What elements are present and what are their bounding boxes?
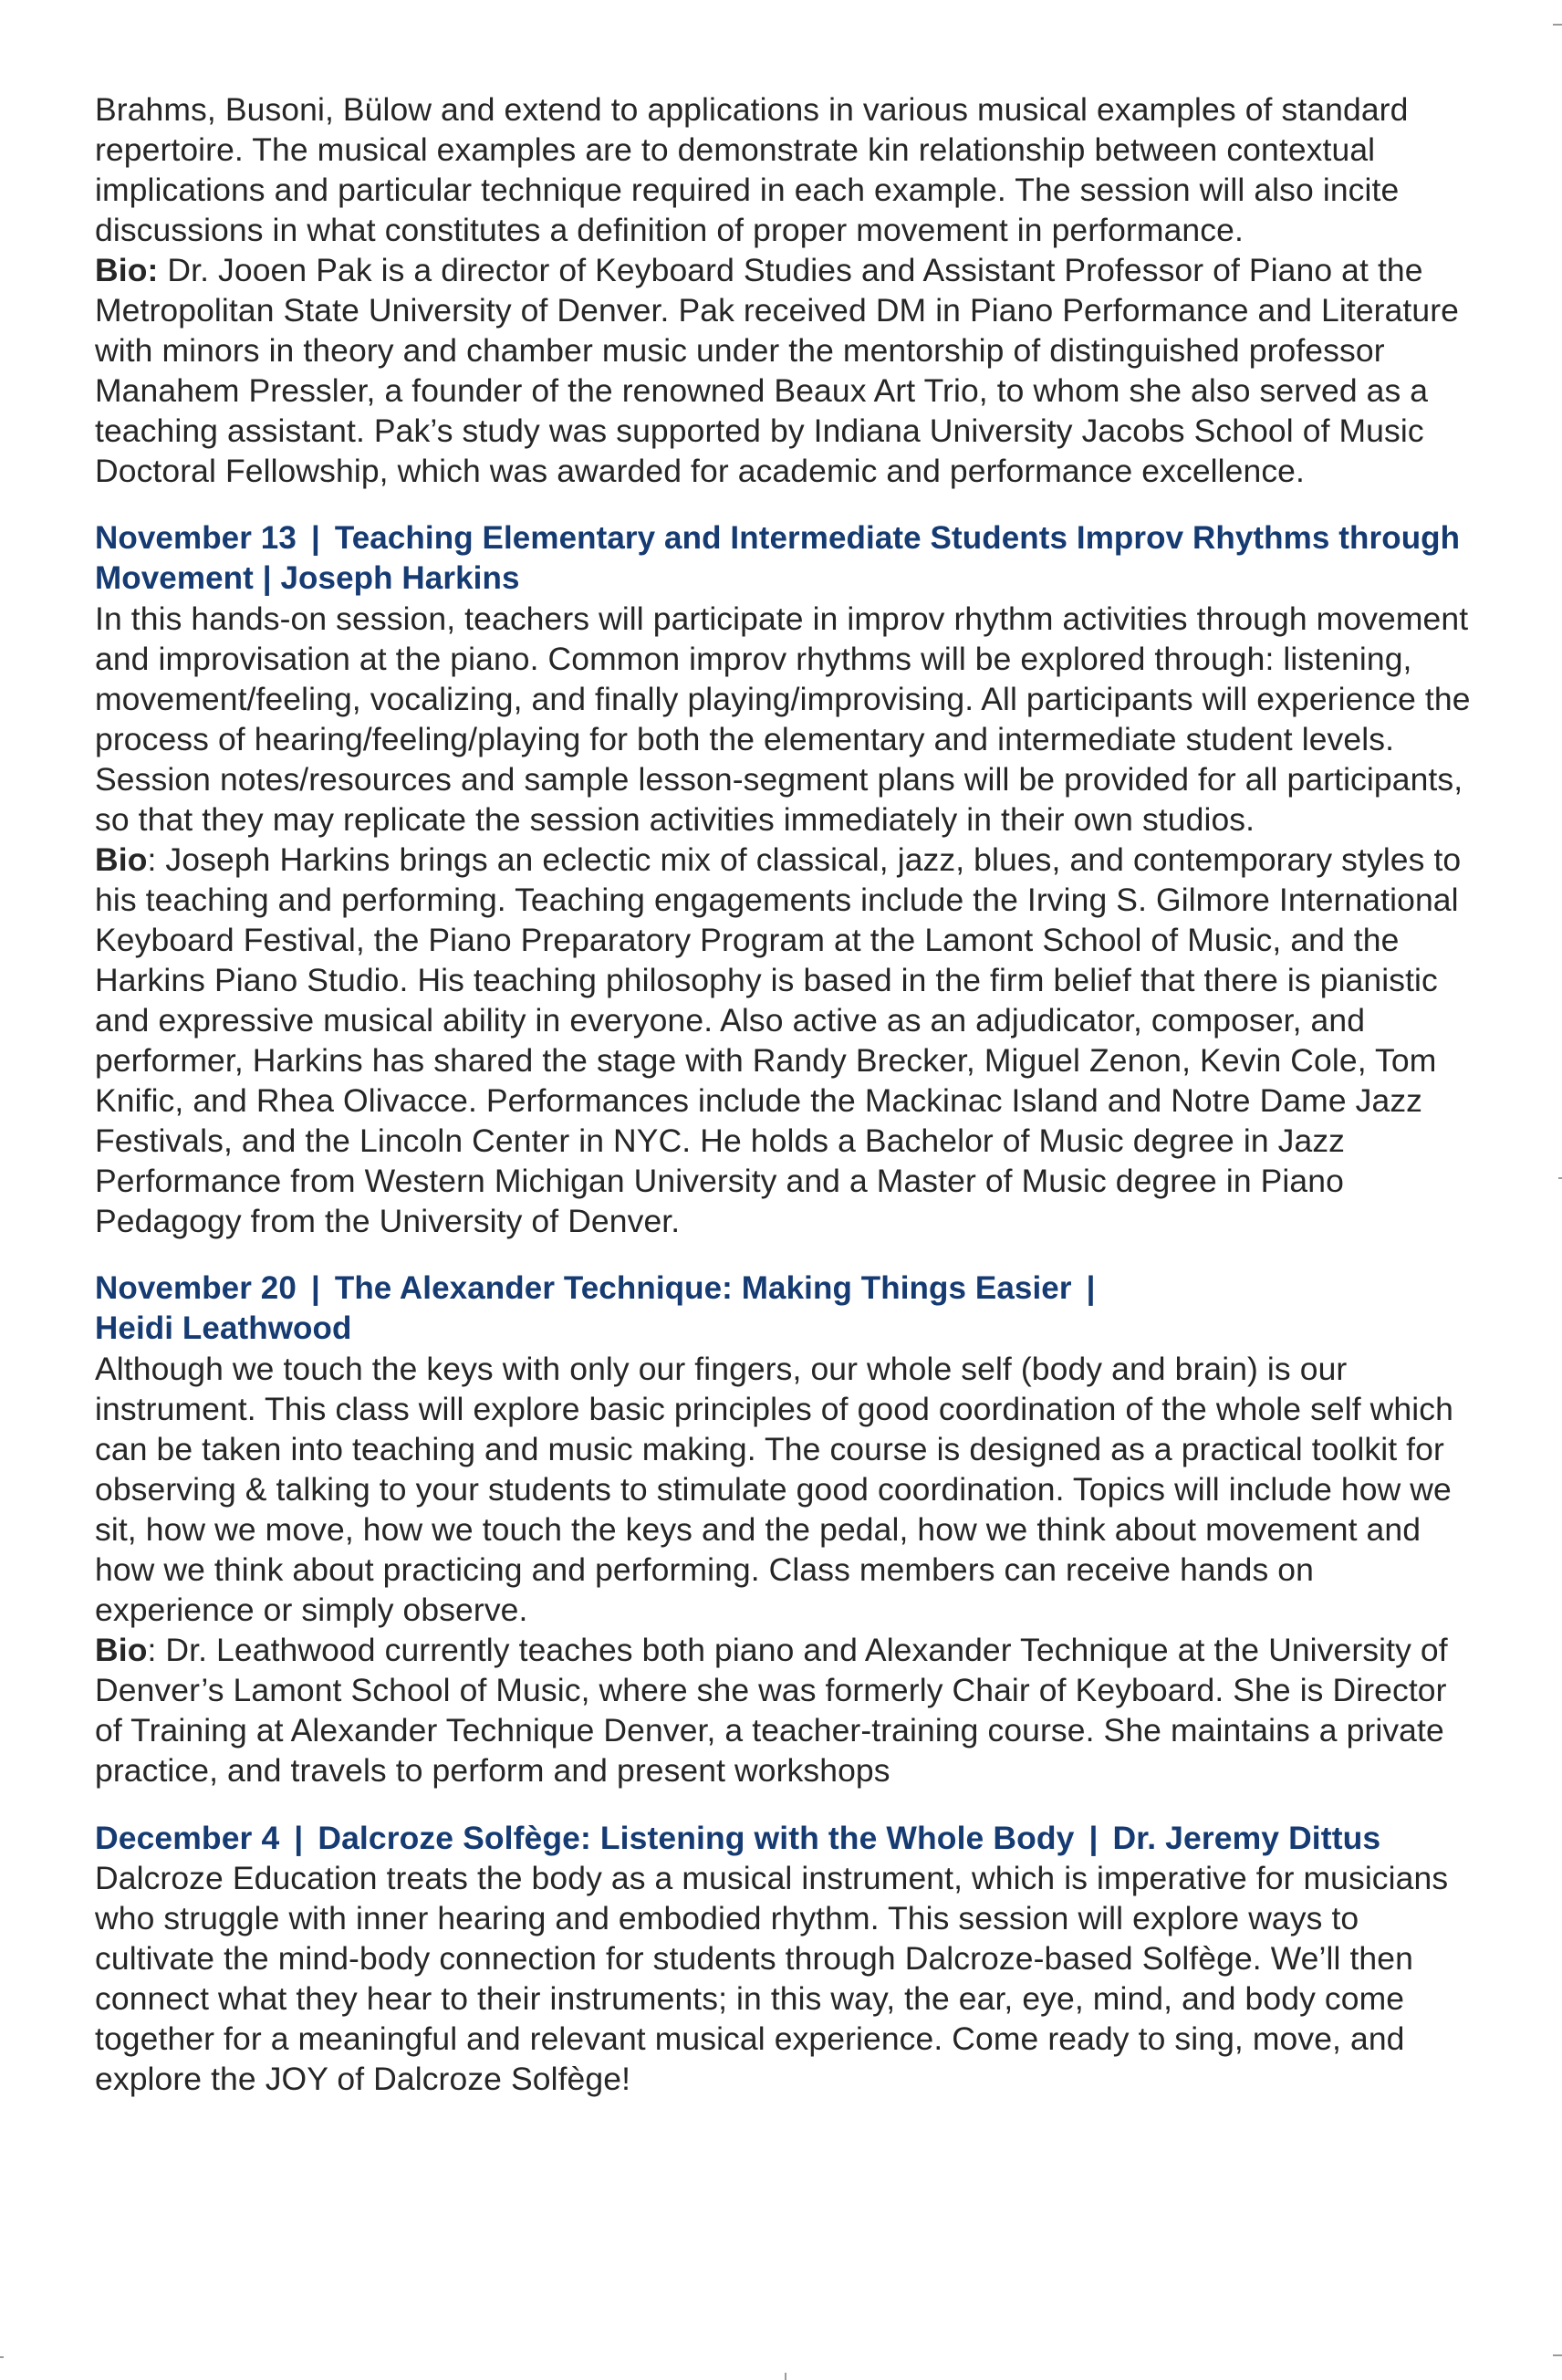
session-bio [95,1630,1482,1790]
session-heading-and-description [95,1818,1482,2099]
session-presenter: Joseph Harkins [280,560,520,596]
session-heading [95,518,1482,599]
session-heading [95,1268,1482,1349]
crop-mark [1558,1177,1562,1179]
bio-label: Bio [95,841,148,878]
session-description: Brahms, Busoni, Bülow and extend to applications in various musical examples of standard repertoire. The musical examples are to demonstrate kin relationship between contextual implications and particular technique required in each example. The session will also incite discussions in what constitutes a definition of proper movement in performance. [95,91,1409,248]
session-title: Teaching Elementary and Intermediate Students Improv Rhythms through Movement [95,520,1461,596]
heading-separator: | [262,560,272,596]
session-date: November 20 [95,1270,297,1306]
page-content [95,89,1482,2099]
heading-separator: | [1088,1820,1099,1856]
crop-mark [785,2373,786,2380]
session-presenter: Dr. Jeremy Dittus [1112,1820,1381,1856]
session-date: November 13 [95,520,297,556]
crop-mark [1553,2354,1562,2356]
session-date: December 4 [95,1820,280,1856]
session-bio [95,250,1482,491]
session-description: Although we touch the keys with only our fingers, our whole self (body and brain) is our instrument. This class will explore basic principles of good coordination of the whole self which can be taken into teaching and music making. The course is designed as a practical toolkit for observing & talking to your students to stimulate good coordination. Topics will include how we sit, how we move, how we touch the keys and the pedal, how we think about movement and how we think about practicing and performing. Class members can receive hands on experience or simply observe. [95,1351,1453,1628]
heading-separator: | [310,520,320,556]
heading-separator: | [294,1820,304,1856]
heading-separator: | [310,1270,320,1306]
session-title: The Alexander Technique: Making Things Easier [334,1270,1072,1306]
bio-text: Dr. Jooen Pak is a director of Keyboard Studies and Assistant Professor of Piano at the Metropolitan State University of Denver. Pak received DM in Piano Performance and Literature with minors in theory and chamber music under the mentorship of distinguished professor Manahem Pressler, a founder of the renowned Beaux Art Trio, to whom she also served as a teaching assistant. Pak’s study was supported by Indiana University Jacobs School of Music Doctoral Fellowship, which was awarded for academic and performance excellence. [95,252,1459,489]
crop-mark [0,2356,4,2358]
session-bio [95,840,1482,1241]
session-presenter: Heidi Leathwood [95,1310,352,1346]
session-dittus [95,1818,1482,2099]
crop-mark [1553,24,1562,26]
session-description: In this hands-on session, teachers will participate in improv rhythm activities through movement and improvisation at the piano. Common improv rhythms will be explored through: listening, movement/feeling, vocalizing, and finally playing/improvising. All participants will experience the process of hearing/feeling/playing for both the elementary and intermediate student levels. Session notes/resources and sample lesson-segment plans will be provided for all participants, so that they may replicate the session activities immediately in their own studios. [95,600,1471,838]
bio-text: : Joseph Harkins brings an eclectic mix of classical, jazz, blues, and contemporary styles to his teaching and performing. Teaching engagements include the Irving S. Gilmore International Keyboard Festival, the Piano Preparatory Program at the Lamont School of Music, and the Harkins Piano Studio. His teaching philosophy is based in the firm belief that there is pianistic and expressive musical ability in everyone. Also active as an adjudicator, composer, and performer, Harkins has shared the stage with Randy Brecker, Miguel Zenon, Kevin Cole, Tom Knific, and Rhea Olivacce. Performances include the Mackinac Island and Notre Dame Jazz Festivals, and the Lincoln Center in NYC. He holds a Bachelor of Music degree in Jazz Performance from Western Michigan University and a Master of Music degree in Piano Pedagogy from the University of Denver. [95,841,1462,1239]
session-harkins [95,518,1482,1241]
bio-label: Bio: [95,252,159,288]
session-description: Dalcroze Education treats the body as a musical instrument, which is imperative for musicians who struggle with inner hearing and embodied rhythm. This session will explore ways to cultivate the mind-body connection for students through Dalcroze-based Solfège. We’ll then connect what they hear to their instruments; in this way, the ear, eye, mind, and body come together for a meaningful and relevant musical experience. Come ready to sing, move, and explore the JOY of Dalcroze Solfège! [95,1860,1449,2097]
bio-label: Bio [95,1632,148,1668]
session-pak [95,89,1482,491]
bio-text: : Dr. Leathwood currently teaches both piano and Alexander Technique at the University of Denver’s Lamont School of Music, where she was formerly Chair of Keyboard. She is Director of Training at Alexander Technique Denver, a teacher-training course. She maintains a private practice, and travels to perform and present workshops [95,1632,1448,1789]
heading-separator: | [1086,1270,1096,1306]
session-leathwood [95,1268,1482,1790]
session-title: Dalcroze Solfège: Listening with the Whole Body [318,1820,1075,1856]
